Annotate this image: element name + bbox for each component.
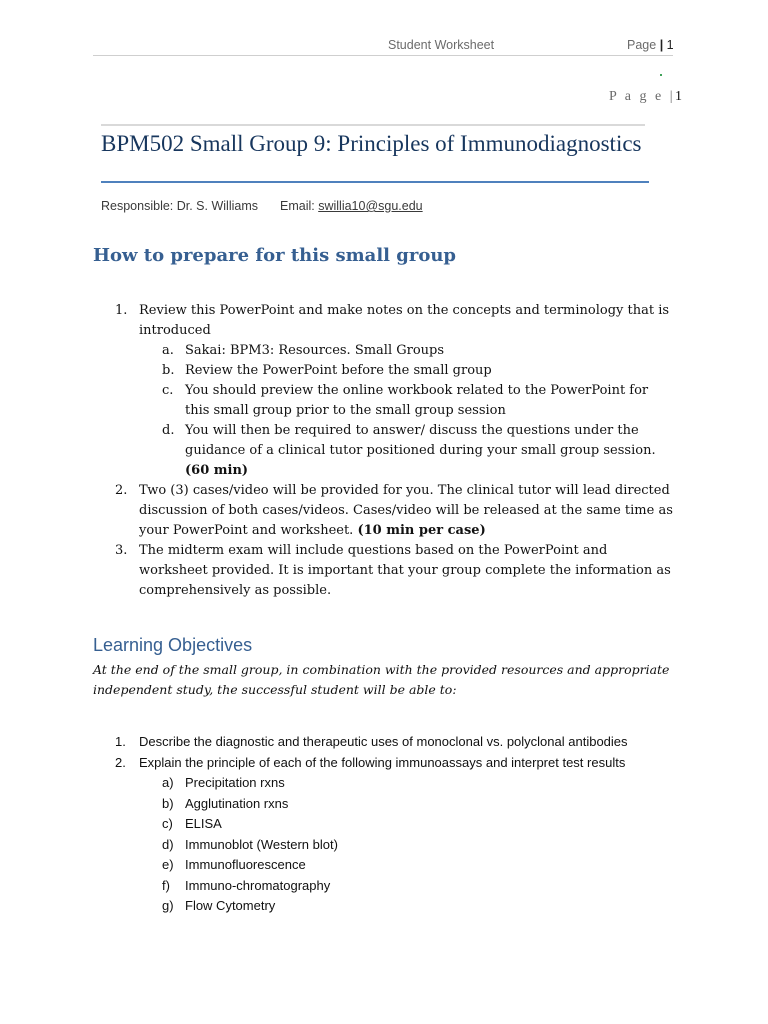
sub-list-text: Agglutination rxns (185, 795, 289, 811)
sub-list-letter: b) (162, 795, 174, 811)
sub-list-text: Review the PowerPoint before the small group (185, 363, 492, 378)
sub-list-text: Precipitation rxns (185, 775, 285, 790)
page-indicator (609, 89, 682, 105)
list-text: worksheet provided. It is important that your group complete the information as (139, 563, 671, 578)
sub-list-item (93, 855, 678, 876)
header-doc-label: Student Worksheet (388, 38, 495, 52)
list-text: The midterm exam will include questions based on the PowerPoint and (139, 543, 608, 558)
email-line (280, 199, 423, 213)
document-title: BPM502 Small Group 9: Principles of Immunodiagnostics (101, 131, 642, 156)
sub-list-text: Immuno-chromatography (185, 877, 331, 893)
list-number: 2. (115, 483, 128, 498)
sub-list-item (93, 773, 678, 794)
list-number: 1. (115, 734, 126, 749)
sub-list-item (93, 814, 678, 835)
list-item (93, 732, 678, 753)
list-text: Two (3) cases/video will be provided for you. The clinical tutor will lead directed (139, 483, 670, 498)
list-text: comprehensively as possible. (139, 583, 332, 598)
header-page-sep: | (659, 38, 664, 52)
header-page-label: Page (627, 38, 657, 52)
sub-list-letter: c) (162, 816, 173, 831)
prepare-heading: How to prepare for this small group (93, 245, 457, 266)
title-bottom-rule (101, 181, 649, 183)
sub-list-letter: a) (162, 775, 174, 790)
sub-list-text: You will then be required to answer/ discuss the questions under the (185, 423, 639, 438)
header-rule (93, 55, 673, 56)
list-item (93, 301, 678, 341)
sub-list-item (93, 381, 678, 421)
objectives-heading: Learning Objectives (93, 635, 253, 655)
sub-list-letter: e) (162, 857, 174, 872)
sub-list-text: Flow Cytometry (185, 898, 276, 913)
sub-list-text: guidance of a clinical tutor positioned during your small group session. (185, 443, 656, 458)
sub-list-item (93, 876, 678, 897)
list-text: Explain the principle of each of the following immunoassays and interpret test results (139, 754, 626, 770)
email-link[interactable]: swillia10@sgu.edu (318, 199, 423, 213)
list-text: Review this PowerPoint and make notes on the concepts and terminology that is (139, 303, 670, 318)
list-item (93, 753, 678, 774)
prepare-list (93, 301, 678, 601)
list-item (93, 481, 678, 541)
list-text: discussion of both cases/videos. Cases/video will be released at the same time as (139, 503, 673, 518)
page-indicator-label: P a g e | (609, 89, 675, 104)
sub-list-letter: f) (162, 877, 170, 893)
objectives-list (93, 732, 678, 917)
sub-list-letter: c. (162, 383, 174, 398)
sub-list-item (93, 794, 678, 815)
sub-list-text: Immunofluorescence (185, 857, 306, 872)
sub-list-item (93, 421, 678, 481)
list-text: your PowerPoint and worksheet. (139, 523, 354, 538)
sub-list-text: Immunoblot (Western blot) (185, 836, 338, 852)
time-note: (10 min per case) (357, 523, 486, 538)
list-number: 3. (115, 543, 128, 558)
list-number: 2. (115, 754, 126, 770)
sub-list-letter: d. (162, 423, 175, 438)
sub-list-letter: b. (162, 363, 175, 378)
intro-text: independent study, the successful student will be able to: (93, 682, 457, 697)
sub-list-letter: a. (162, 343, 174, 358)
objectives-intro (93, 660, 678, 700)
sub-list-letter: g) (162, 898, 174, 913)
intro-text: At the end of the small group, in combination with the provided resources and appropriate (93, 662, 670, 677)
title-top-rule (101, 124, 645, 126)
sub-list-item (93, 896, 678, 917)
sub-list-item (93, 835, 678, 856)
sub-list-item (93, 341, 678, 361)
list-number: 1. (115, 303, 128, 318)
responsible-text: Responsible: Dr. S. Williams (101, 199, 258, 213)
sub-list-item (93, 361, 678, 381)
time-note: (60 min) (185, 463, 249, 478)
sub-list-letter: d) (162, 836, 174, 852)
list-text: Describe the diagnostic and therapeutic uses of monoclonal vs. polyclonal antibodies (139, 734, 628, 749)
sub-list-text: this small group prior to the small group session (185, 403, 506, 418)
page-indicator-num: 1 (675, 89, 682, 104)
header-page-number (627, 38, 674, 52)
email-label: Email: (280, 199, 315, 213)
sub-list-text: Sakai: BPM3: Resources. Small Groups (185, 343, 445, 358)
list-item (93, 541, 678, 601)
list-text: introduced (139, 323, 211, 338)
sub-list-text: ELISA (185, 816, 222, 831)
header-page-num: 1 (666, 38, 674, 52)
decorative-dot (660, 74, 662, 76)
sub-list-text: You should preview the online workbook related to the PowerPoint for (185, 383, 649, 398)
